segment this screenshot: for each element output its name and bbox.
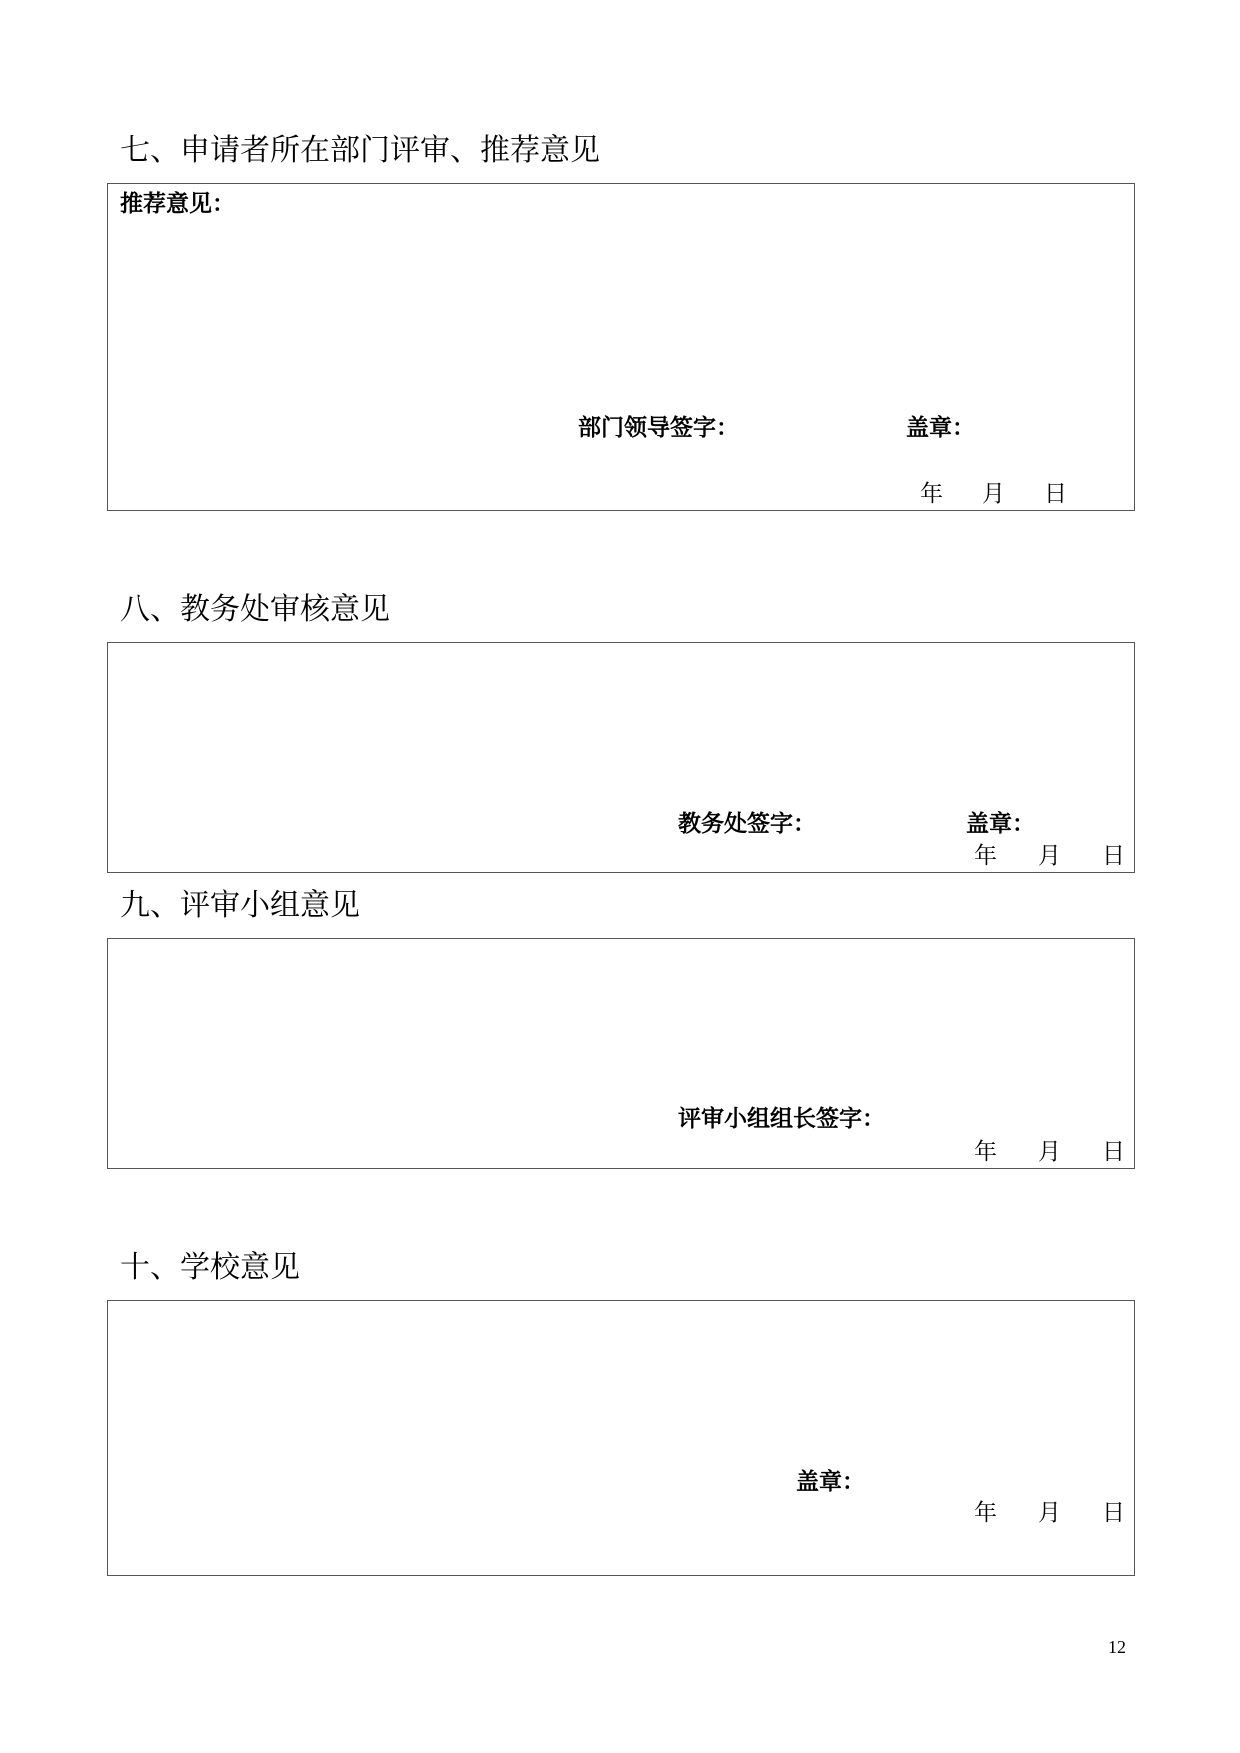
section-9-opinion-box[interactable] xyxy=(107,938,1135,1169)
year-label: 年 xyxy=(920,481,943,507)
day-label: 日 xyxy=(1102,1139,1125,1165)
seal-label: 盖章： xyxy=(796,1469,865,1495)
day-label: 日 xyxy=(1102,1500,1125,1526)
department-leader-signature-label: 部门领导签字： xyxy=(578,415,739,441)
day-label: 日 xyxy=(1044,481,1067,507)
month-label: 月 xyxy=(1038,1500,1061,1526)
section-8-heading: 八、教务处审核意见 xyxy=(120,592,390,627)
section-10-opinion-box[interactable] xyxy=(107,1300,1135,1576)
seal-label: 盖章： xyxy=(906,415,975,441)
day-label: 日 xyxy=(1102,843,1125,869)
section-8-opinion-box[interactable] xyxy=(107,642,1135,873)
seal-label: 盖章： xyxy=(966,811,1035,837)
academic-affairs-signature-label: 教务处签字： xyxy=(678,811,816,837)
page-number: 12 xyxy=(1108,1637,1126,1657)
section-10-heading: 十、学校意见 xyxy=(120,1250,300,1285)
year-label: 年 xyxy=(974,843,997,869)
section-7-heading: 七、申请者所在部门评审、推荐意见 xyxy=(120,133,600,168)
year-label: 年 xyxy=(974,1500,997,1526)
year-label: 年 xyxy=(974,1139,997,1165)
section-9-heading: 九、评审小组意见 xyxy=(120,888,360,923)
month-label: 月 xyxy=(982,481,1005,507)
section-7-opinion-box[interactable] xyxy=(107,183,1135,511)
review-panel-leader-signature-label: 评审小组组长签字： xyxy=(678,1106,885,1132)
month-label: 月 xyxy=(1038,1139,1061,1165)
month-label: 月 xyxy=(1038,843,1061,869)
recommend-label: 推荐意见： xyxy=(120,191,235,217)
